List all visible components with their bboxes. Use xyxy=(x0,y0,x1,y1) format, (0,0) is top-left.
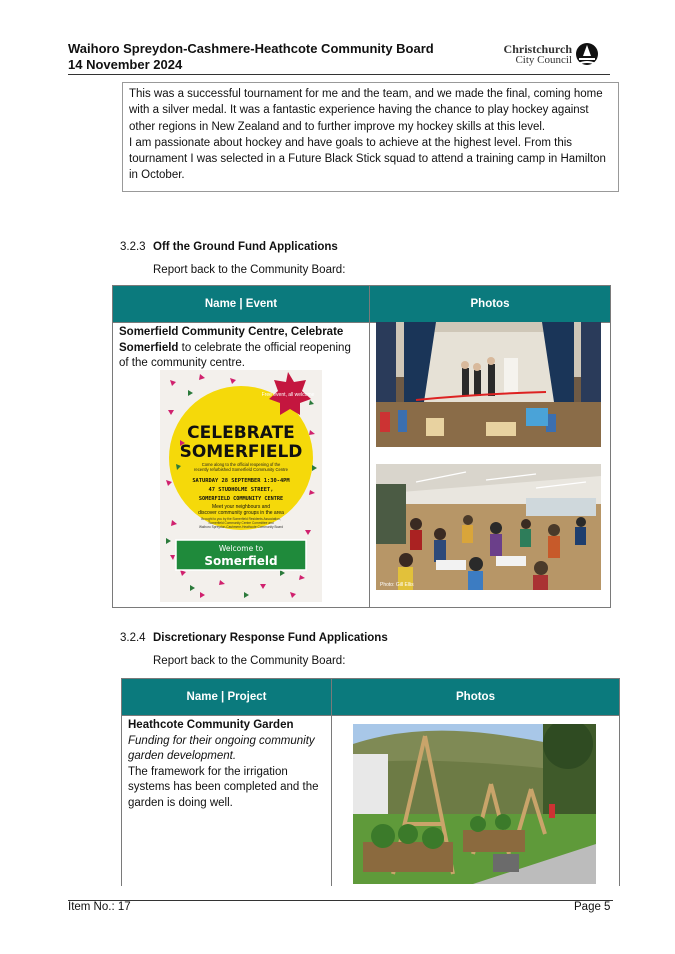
poster-line-7: discover community groups in the area xyxy=(198,510,284,516)
cathedral-icon xyxy=(575,42,599,68)
event-name: Somerfield Community Centre, Celebrate Somerfield xyxy=(119,326,344,354)
project-desc: The framework for the irrigation systems has been completed and the garden is doing well. xyxy=(128,765,319,809)
poster-line-1: Come along to the official reopening of the xyxy=(201,462,281,467)
col-header-name-project: Name | Project xyxy=(122,679,332,716)
photo-ribbon-cutting xyxy=(376,322,601,447)
cell-name-project xyxy=(122,716,332,887)
poster-small-2: Somerfield Community Centre Committee and xyxy=(208,521,274,525)
section-heading-323 xyxy=(120,240,338,254)
header-title-block xyxy=(68,41,468,73)
poster-line-4: 47 STUDHOLME STREET, xyxy=(208,487,274,493)
celebrate-somerfield-poster xyxy=(160,370,322,602)
photo-hall-crowd xyxy=(376,464,601,590)
section-subtitle-323: Report back to the Community Board: xyxy=(153,264,346,276)
col-header-name-event: Name | Event xyxy=(113,286,370,323)
council-logo xyxy=(497,42,607,68)
poster-line-6: Meet your neighbours and xyxy=(211,504,271,510)
poster-welcome: Welcome to xyxy=(218,544,264,553)
project-name: Heathcote Community Garden xyxy=(128,719,294,731)
photo-caption: Photo: Gill Ellis xyxy=(380,582,414,588)
poster-badge: Free event, all welcome xyxy=(261,392,315,398)
logo-line-1: Christchurch xyxy=(503,42,572,56)
footer-rule xyxy=(68,900,613,901)
quote-paragraph-2: I am passionate about hockey and have goals to achieve at the highest level. From this tournament I was selected in a Future Black Stick squad to attend a training camp in Hamilton in October. xyxy=(129,136,606,182)
poster-small-1: Brought to you by the Somerfield Residents Association, xyxy=(201,517,281,521)
poster-welcome-name: Somerfield xyxy=(204,554,278,568)
logo-line-2: City Council xyxy=(515,54,572,66)
footer-item-number: Item No.: 17 xyxy=(68,901,131,913)
poster-line-2: recently refurbished Somerfield Community Centre xyxy=(193,467,289,472)
poster-small-3: Waihoro Spreydon-Cashmere-Heathcote Community Board xyxy=(198,525,284,529)
project-funding: Funding for their ongoing community garden development. xyxy=(128,734,315,762)
section-title: Discretionary Response Fund Applications xyxy=(153,632,388,644)
col-header-photos: Photos xyxy=(332,679,620,716)
photo-community-garden xyxy=(353,724,596,884)
section-subtitle-324: Report back to the Community Board: xyxy=(153,655,346,667)
section-number: 3.2.3 xyxy=(120,241,146,253)
event-desc: to celebrate the official reopening of the community centre. xyxy=(119,341,351,369)
poster-headline-1: CELEBRATE xyxy=(187,423,295,443)
poster-graphic xyxy=(160,370,322,602)
poster-headline-2: SOMERFIELD xyxy=(179,442,303,462)
meeting-date: 14 November 2024 xyxy=(68,57,183,72)
quote-box xyxy=(122,82,619,192)
header-rule xyxy=(68,74,610,75)
section-heading-324 xyxy=(120,631,388,645)
section-number: 3.2.4 xyxy=(120,632,146,644)
quote-paragraph-1: This was a successful tournament for me and the team, and we made the final, coming home with a silver medal. It was a fantastic experience having the chance to play hockey against other regions in New Zealand and to further improve my hockey skills at this level. xyxy=(129,88,603,133)
col-header-photos: Photos xyxy=(370,286,611,323)
footer-page-number: Page 5 xyxy=(574,901,611,913)
poster-line-5: SOMERFIELD COMMUNITY CENTRE xyxy=(198,496,284,502)
poster-line-3: SATURDAY 28 SEPTEMBER 1:30-4PM xyxy=(192,478,290,484)
section-title: Off the Ground Fund Applications xyxy=(153,241,338,253)
board-name: Waihoro Spreydon-Cashmere-Heathcote Community Board xyxy=(68,41,434,56)
